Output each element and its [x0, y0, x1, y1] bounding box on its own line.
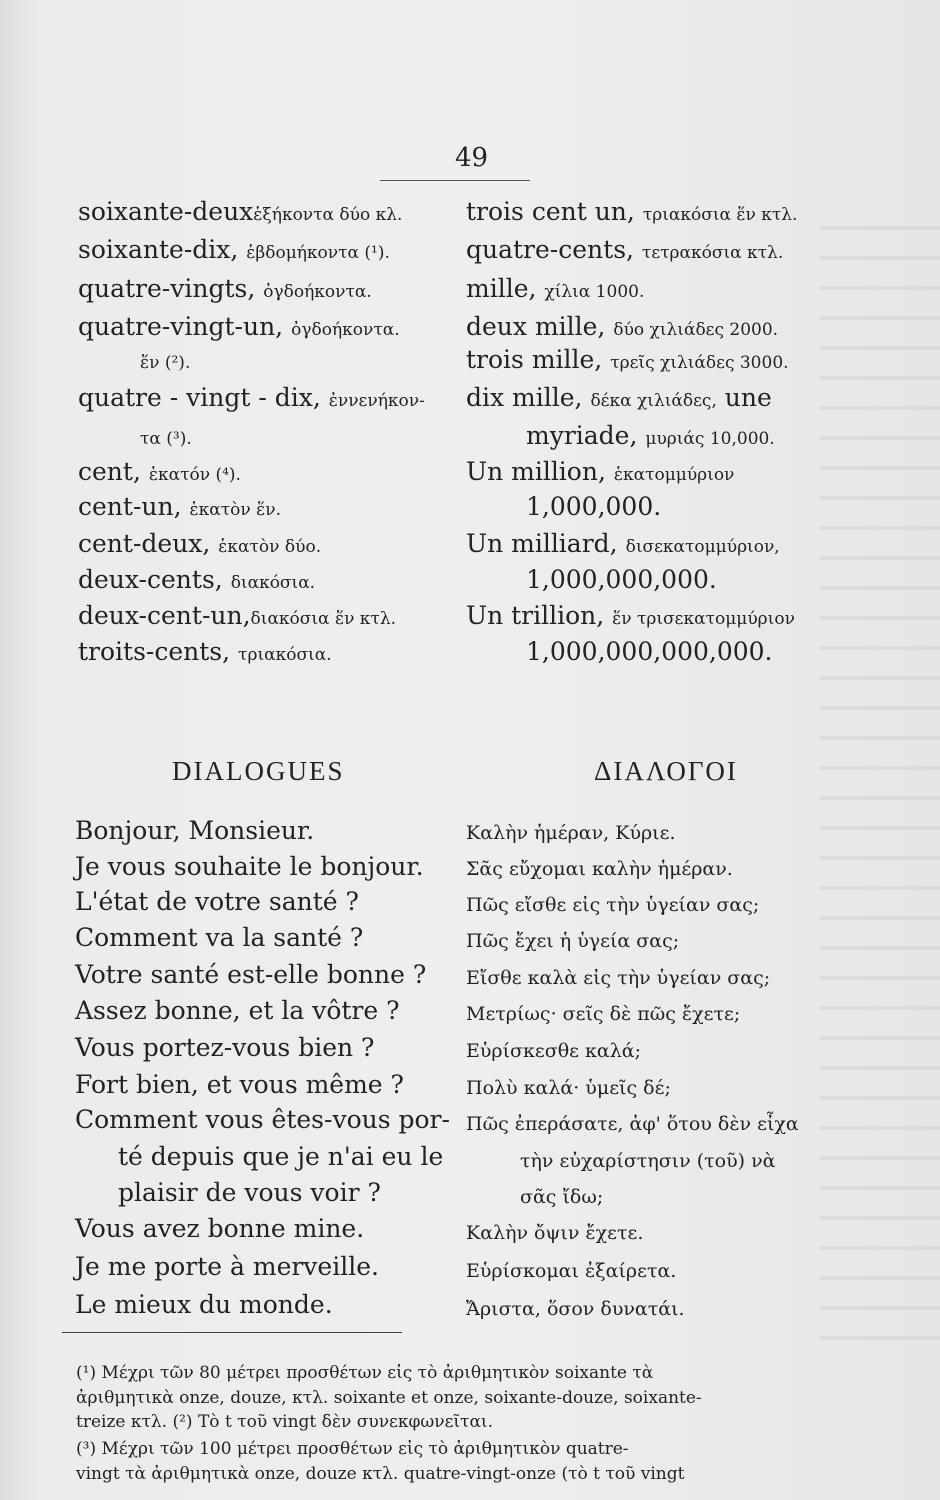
- number-entry: cent-un, ἑκατὸν ἕν.: [78, 492, 281, 521]
- number-entry: 1,000,000.: [526, 492, 662, 521]
- footnote-line: vingt τὰ ἀριθμητικὰ onze, douze κτλ. quatre-vingt-onze (τὸ t τοῦ vingt: [76, 1464, 685, 1484]
- dialogue-fr: Comment va la santé ?: [75, 923, 364, 952]
- number-entry: quatre - vingt - dix, ἐννενήκον-: [78, 383, 425, 412]
- dialogue-fr: Le mieux du monde.: [75, 1290, 333, 1319]
- dialogue-gr: Πῶς ἐπεράσατε, ἀφ' ὅτου δὲν εἶχα: [466, 1113, 799, 1135]
- dialogue-gr: Ἄριστα, ὅσον δυνατάι.: [466, 1298, 685, 1320]
- dialogue-gr: Εἴσθε καλὰ εἰς τὴν ὑγείαν σας;: [466, 967, 771, 989]
- number-entry: 1,000,000,000.: [526, 565, 717, 594]
- number-entry: deux mille, δύο χιλιάδες 2000.: [466, 312, 779, 341]
- dialogue-fr: Comment vous êtes-vous por-: [75, 1105, 450, 1134]
- dialogue-gr: Εὑρίσκεσθε καλά;: [466, 1040, 641, 1062]
- dialogue-fr: Je me porte à merveille.: [75, 1252, 379, 1281]
- dialogue-gr: Καλὴν ὄψιν ἔχετε.: [466, 1222, 644, 1244]
- header-rule: [380, 180, 530, 181]
- number-entry: troits-cents, τριακόσια.: [78, 637, 332, 666]
- number-entry: trois mille, τρεῖς χιλιάδες 3000.: [466, 345, 789, 374]
- number-entry: trois cent un, τριακόσια ἕν κτλ.: [466, 197, 798, 226]
- number-entry: 1,000,000,000,000.: [526, 637, 773, 666]
- number-entry: Un milliard, δισεκατομμύριον,: [466, 529, 780, 558]
- number-entry: deux-cents, διακόσια.: [78, 565, 316, 594]
- number-entry-cont: τα (³).: [140, 429, 192, 449]
- bleed-through: [820, 200, 940, 1350]
- dialogue-fr: Fort bien, et vous même ?: [75, 1070, 404, 1099]
- dialogue-fr-cont: plaisir de vous voir ?: [118, 1178, 381, 1207]
- dialogue-fr: Je vous souhaite le bonjour.: [75, 852, 424, 881]
- number-entry: myriade, μυριάς 10,000.: [526, 421, 775, 450]
- dialogue-gr-cont: τὴν εὐχαρίστησιν (τοῦ) νὰ: [520, 1150, 776, 1172]
- dialogue-fr: Assez bonne, et la vôtre ?: [75, 996, 400, 1025]
- page-number: 49: [455, 143, 489, 173]
- number-entry: Un million, ἑκατομμύριον: [466, 457, 735, 486]
- dialogue-gr: Πῶς εἴσθε εἰς τὴν ὑγείαν σας;: [466, 894, 760, 916]
- number-entry: soixante-deuxἑξήκοντα δύο κλ.: [78, 197, 403, 226]
- number-entry: deux-cent-un,διακόσια ἕν κτλ.: [78, 601, 397, 630]
- footnote-line: treize κτλ. (²) Τὸ t τοῦ vingt δὲν συνεκφωνεῖται.: [76, 1412, 493, 1432]
- heading-dialogues-gr: ΔΙΑΛΟΓΟΙ: [594, 756, 738, 786]
- dialogue-fr: Bonjour, Monsieur.: [75, 816, 315, 845]
- dialogue-fr-cont: té depuis que je n'ai eu le: [118, 1142, 444, 1171]
- dialogue-gr: Σᾶς εὔχομαι καλὴν ἡμέραν.: [466, 858, 733, 880]
- dialogue-gr: Εὑρίσκομαι ἐξαίρετα.: [466, 1260, 677, 1282]
- number-entry: dix mille, δέκα χιλιάδες, une: [466, 383, 772, 412]
- footnote-line: (³) Μέχρι τῶν 100 μέτρει προσθέτων εἰς τὸ ἀριθμητικὸν quatre-: [76, 1439, 629, 1459]
- number-entry: Un trillion, ἕν τρισεκατομμύριον: [466, 601, 795, 630]
- dialogue-fr: Vous avez bonne mine.: [75, 1214, 365, 1243]
- number-entry: soixante-dix, ἑβδομήκοντα (¹).: [78, 235, 390, 264]
- number-entry: quatre-vingt-un, ὀγδοήκοντα.: [78, 312, 400, 341]
- heading-dialogues-fr: DIALOGUES: [172, 756, 345, 786]
- footnote-line: ἀριθμητικὰ onze, douze, κτλ. soixante et onze, soixante-douze, soixante-: [76, 1388, 702, 1408]
- dialogue-fr: L'état de votre santé ?: [75, 887, 359, 916]
- dialogue-gr: Πολὺ καλά· ὑμεῖς δέ;: [466, 1077, 671, 1099]
- number-entry: cent-deux, ἑκατὸν δύο.: [78, 529, 322, 558]
- dialogue-gr: Πῶς ἔχει ἡ ὑγεία σας;: [466, 930, 680, 952]
- dialogue-gr: Μετρίως· σεῖς δὲ πῶς ἔχετε;: [466, 1003, 741, 1025]
- footnote-rule: [62, 1332, 402, 1333]
- number-entry: cent, ἑκατόν (⁴).: [78, 457, 241, 486]
- number-entry: quatre-cents, τετρακόσια κτλ.: [466, 235, 784, 264]
- number-entry-cont: ἕν (²).: [140, 353, 191, 373]
- dialogue-gr: Καλὴν ἡμέραν, Κύριε.: [466, 822, 676, 844]
- footnote-line: (¹) Μέχρι τῶν 80 μέτρει προσθέτων εἰς τὸ ἀριθμητικὸν soixante τὰ: [76, 1363, 654, 1383]
- dialogue-fr: Votre santé est-elle bonne ?: [75, 960, 427, 989]
- number-entry: mille, χίλια 1000.: [466, 274, 645, 303]
- number-entry: quatre-vingts, ὀγδοήκοντα.: [78, 274, 372, 303]
- dialogue-fr: Vous portez-vous bien ?: [75, 1033, 375, 1062]
- dialogue-gr-cont: σᾶς ἴδω;: [520, 1186, 604, 1208]
